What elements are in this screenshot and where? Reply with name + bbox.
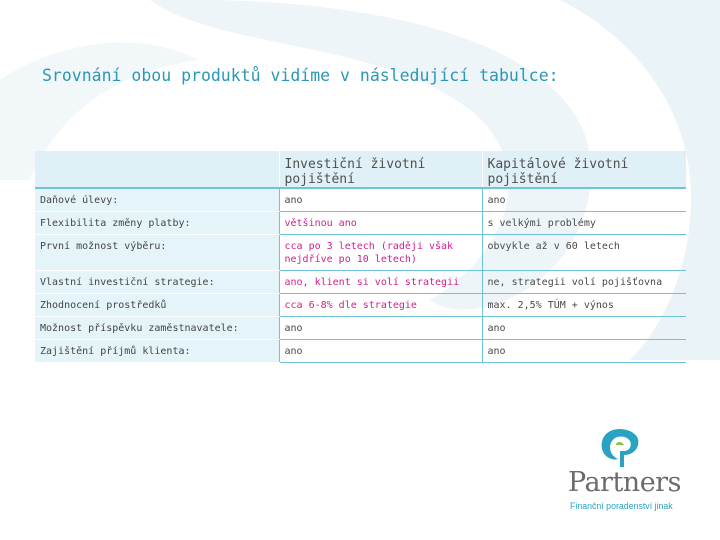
row-label: Flexibilita změny platby:	[35, 212, 279, 235]
table-row	[35, 271, 686, 294]
capital-value: ano	[482, 317, 686, 340]
logo-tagline: Finanční poradenství jinak	[570, 501, 673, 511]
table-row	[35, 340, 686, 363]
capital-value: ne, strategii volí pojišťovna	[482, 271, 686, 294]
table-row	[35, 317, 686, 340]
table-header-row	[35, 151, 686, 188]
table-row	[35, 212, 686, 235]
header-empty-cell	[35, 151, 279, 188]
investment-value: cca po 3 letech (raději však nejdříve po 10 letech)	[279, 235, 482, 271]
partners-leaf-icon	[596, 425, 644, 469]
investment-value: cca 6-8% dle strategie	[279, 294, 482, 317]
investment-value: ano	[279, 188, 482, 212]
slide-title: Srovnání obou produktů vidíme v následující tabulce:	[42, 66, 559, 85]
comparison-table	[35, 151, 686, 363]
header-investment-insurance: Investiční životní pojištění	[279, 151, 482, 188]
investment-value: většinou ano	[279, 212, 482, 235]
row-label: Vlastní investiční strategie:	[35, 271, 279, 294]
logo-wordmark: Partners	[568, 467, 681, 498]
investment-value: ano	[279, 340, 482, 363]
capital-value: s velkými problémy	[482, 212, 686, 235]
investment-value: ano, klient si volí strategii	[279, 271, 482, 294]
capital-value: obvykle až v 60 letech	[482, 235, 686, 271]
row-label: Daňové úlevy:	[35, 188, 279, 212]
table-row	[35, 294, 686, 317]
capital-value: max. 2,5% TÚM + výnos	[482, 294, 686, 317]
capital-value: ano	[482, 188, 686, 212]
row-label: Možnost příspěvku zaměstnavatele:	[35, 317, 279, 340]
header-capital-insurance: Kapitálové životní pojištění	[482, 151, 686, 188]
capital-value: ano	[482, 340, 686, 363]
comparison-table-container	[35, 151, 686, 367]
table-row	[35, 188, 686, 212]
row-label: Zajištění příjmů klienta:	[35, 340, 279, 363]
row-label: První možnost výběru:	[35, 235, 279, 271]
investment-value: ano	[279, 317, 482, 340]
row-label: Zhodnocení prostředků	[35, 294, 279, 317]
partners-logo	[560, 425, 690, 525]
table-row	[35, 235, 686, 271]
